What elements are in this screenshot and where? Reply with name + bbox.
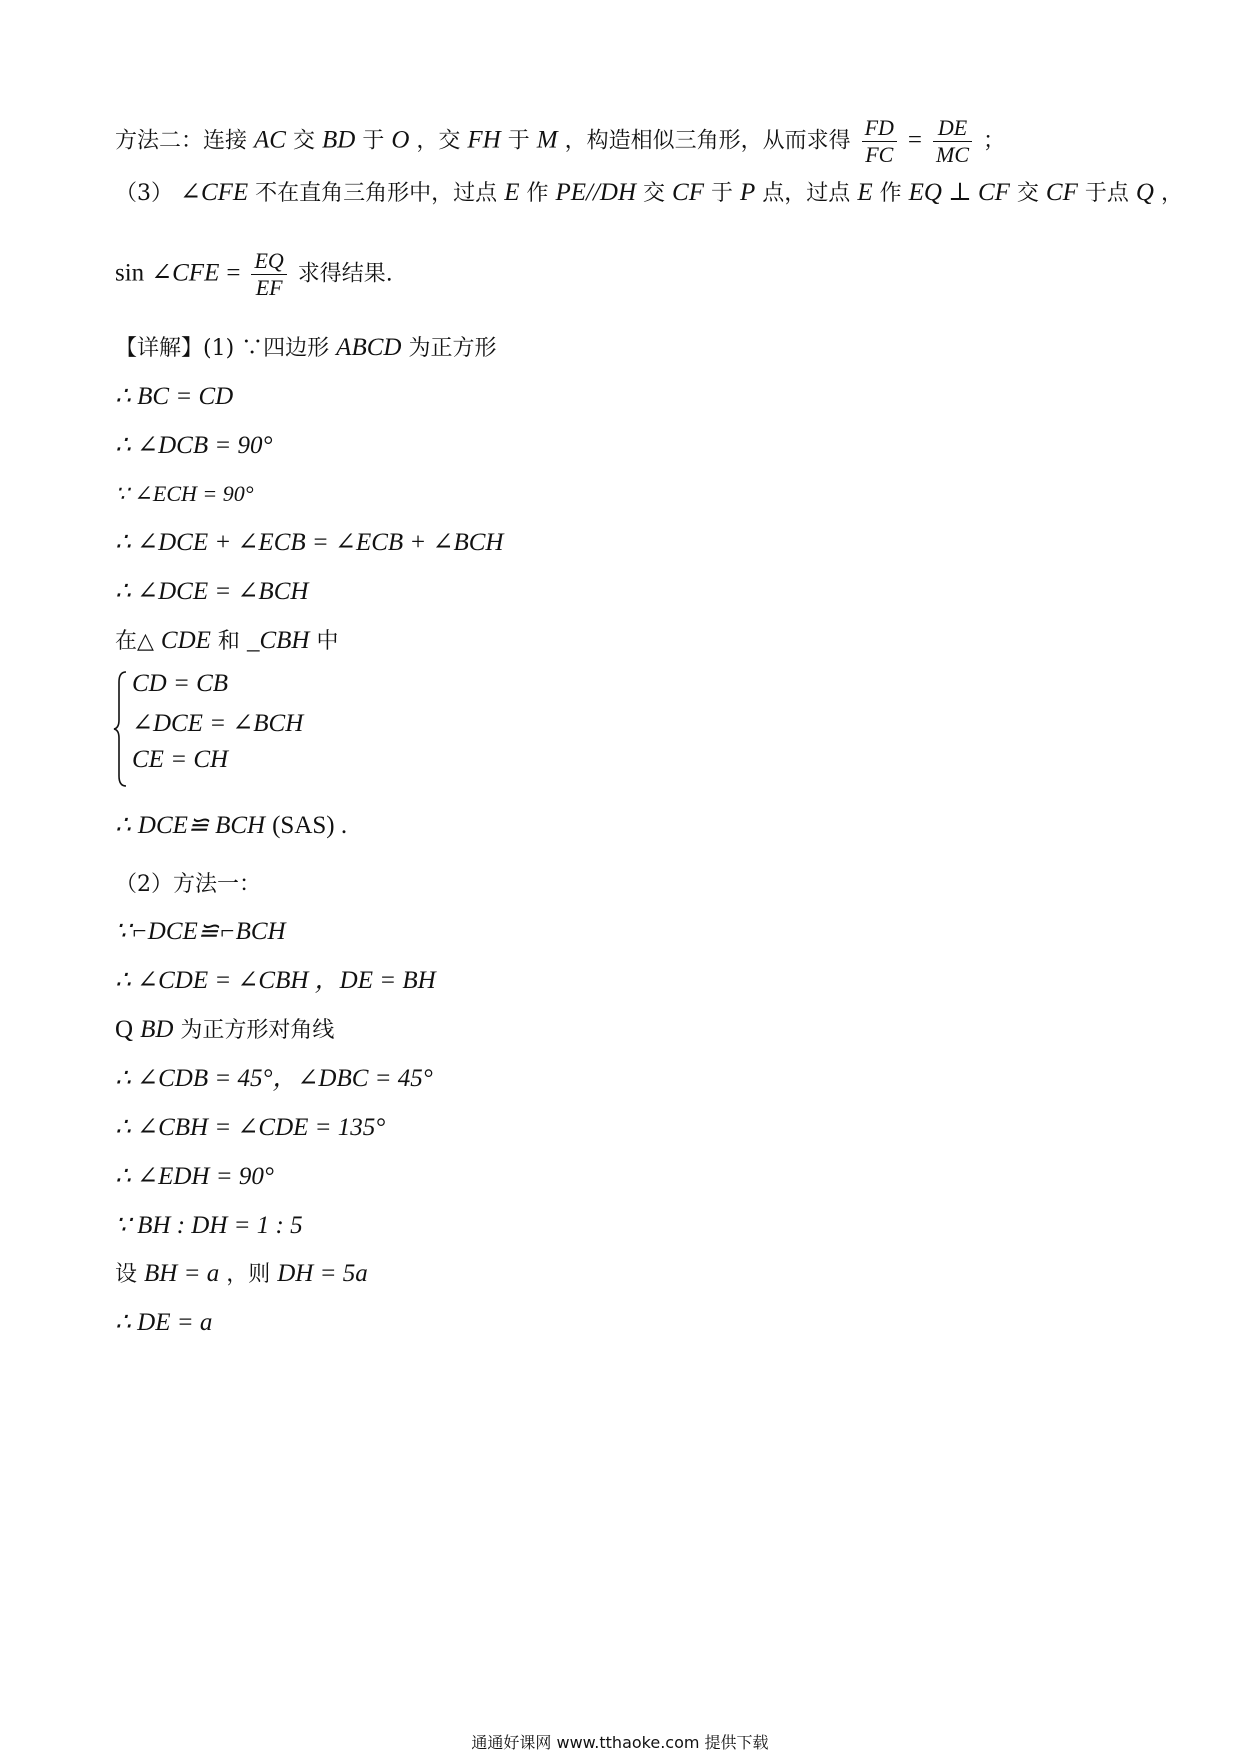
math-segment: BD — [321, 126, 356, 154]
method-two-line — [115, 115, 1005, 168]
math-segment: ∠CFE — [151, 259, 220, 287]
math-segment: M — [536, 126, 558, 154]
equals-sign: = — [226, 259, 241, 287]
detail-heading-line — [115, 333, 496, 364]
fraction-denominator: MC — [936, 142, 970, 167]
math-segment: BD — [140, 1016, 174, 1043]
step-line: ∴ ∠DCB = 90° — [115, 432, 273, 459]
text-segment: 在△ — [115, 629, 154, 654]
part-two-heading: （2）方法一： — [115, 872, 261, 897]
text-segment: 于点 — [1084, 181, 1129, 206]
text-segment: （3） — [115, 181, 173, 206]
left-brace-icon — [112, 670, 130, 788]
math-segment: O — [391, 126, 410, 154]
let-variable-line — [115, 1259, 368, 1290]
math-segment: E — [857, 179, 873, 206]
math-segment: Q — [115, 1016, 134, 1043]
system-equation: ∠DCE = ∠BCH — [132, 710, 304, 737]
system-equation: CD = CB — [132, 670, 229, 697]
text-segment: 设 — [115, 1262, 138, 1287]
fraction-fd-fc — [862, 115, 897, 168]
step-line: ∴ ∠CBH = ∠CDE = 135° — [115, 1114, 386, 1141]
fraction-de-mc — [933, 115, 972, 168]
text-segment: 作 — [879, 181, 902, 206]
step-line: ∴ ∠DCE = ∠BCH — [115, 578, 309, 605]
diagonal-line — [115, 1015, 334, 1046]
math-segment: Q — [1135, 179, 1154, 206]
math-segment: ∠CFE — [180, 179, 249, 206]
text-segment: 交 — [643, 181, 666, 206]
text-segment: 求得结果. — [297, 261, 393, 287]
math-segment: ∴ — [115, 812, 131, 839]
system-equation: CE = CH — [132, 746, 229, 773]
text-segment: ，构造相似三角形，从而求得 — [564, 128, 851, 154]
math-segment: (SAS) . — [272, 812, 348, 839]
text-segment: ，交 — [416, 128, 461, 154]
math-segment: ABCD — [336, 334, 402, 361]
math-segment: PE//DH — [555, 179, 637, 206]
fraction-denominator: FC — [865, 142, 894, 167]
text-segment: 于 — [362, 128, 385, 154]
text-segment: 于 — [711, 181, 734, 206]
math-segment: E — [504, 179, 520, 206]
fraction-numerator: DE — [933, 115, 972, 142]
congruence-conclusion-line — [115, 811, 347, 842]
math-segment: FH — [467, 126, 501, 154]
text-segment: ， — [1160, 181, 1183, 206]
step-line: ∴ ∠EDH = 90° — [115, 1163, 274, 1190]
text-segment: 和 — [217, 629, 240, 654]
triangle-intro-line — [115, 626, 338, 657]
text-segment: 于 — [507, 128, 530, 154]
step-line: ∴ BC = CD — [115, 383, 234, 410]
page-footer: 通通好课网 www.tthaoke.com 提供下载 — [471, 1733, 769, 1752]
math-segment: EQ ⊥ CF — [908, 179, 1010, 206]
step-line: ∴ ∠CDB = 45°，∠DBC = 45° — [115, 1065, 433, 1092]
fraction-numerator: EQ — [251, 248, 286, 275]
math-segment: _CBH — [246, 627, 310, 654]
math-segment: DCE≌ BCH — [137, 812, 266, 839]
sine-formula-line — [115, 248, 393, 301]
part-three-line — [115, 178, 1183, 209]
text-segment: ； — [983, 128, 1006, 154]
text-segment: 交 — [292, 128, 315, 154]
fraction-denominator: EF — [255, 275, 283, 300]
text-segment: 为正方形 — [408, 336, 497, 361]
fraction-numerator: FD — [862, 115, 897, 142]
step-line: ∵⌐DCE≌⌐BCH — [115, 918, 286, 945]
math-segment: P — [740, 179, 756, 206]
step-line: ∵ ∠ECH = 90° — [115, 481, 254, 506]
text-segment: 交 — [1016, 181, 1039, 206]
math-segment: AC — [254, 126, 286, 154]
step-line: ∵ BH : DH = 1 : 5 — [115, 1212, 303, 1239]
equation-system — [112, 670, 432, 788]
fraction-eq-ef — [251, 248, 286, 301]
text-segment: ，则 — [226, 1262, 271, 1287]
math-segment: DH = 5a — [277, 1260, 368, 1287]
text-segment: 为正方形对角线 — [180, 1018, 335, 1043]
equals-sign: = — [907, 126, 923, 154]
step-line: ∴ ∠DCE + ∠ECB = ∠ECB + ∠BCH — [115, 529, 504, 556]
text-segment: 方法二：连接 — [115, 128, 248, 154]
math-segment: sin — [115, 259, 145, 287]
math-segment: CF — [1045, 179, 1078, 206]
math-segment: BH = a — [144, 1260, 220, 1287]
text-segment: 不在直角三角形中，过点 — [255, 181, 498, 206]
math-segment: CDE — [160, 627, 211, 654]
text-segment: 作 — [526, 181, 549, 206]
text-segment: 【详解】(1) ∵四边形 — [115, 336, 330, 361]
step-line: ∴ ∠CDE = ∠CBH ，DE = BH — [115, 967, 436, 994]
text-segment: 中 — [316, 629, 339, 654]
text-segment: 点，过点 — [762, 181, 851, 206]
math-segment: CF — [672, 179, 704, 206]
step-line: ∴ DE = a — [115, 1309, 213, 1336]
